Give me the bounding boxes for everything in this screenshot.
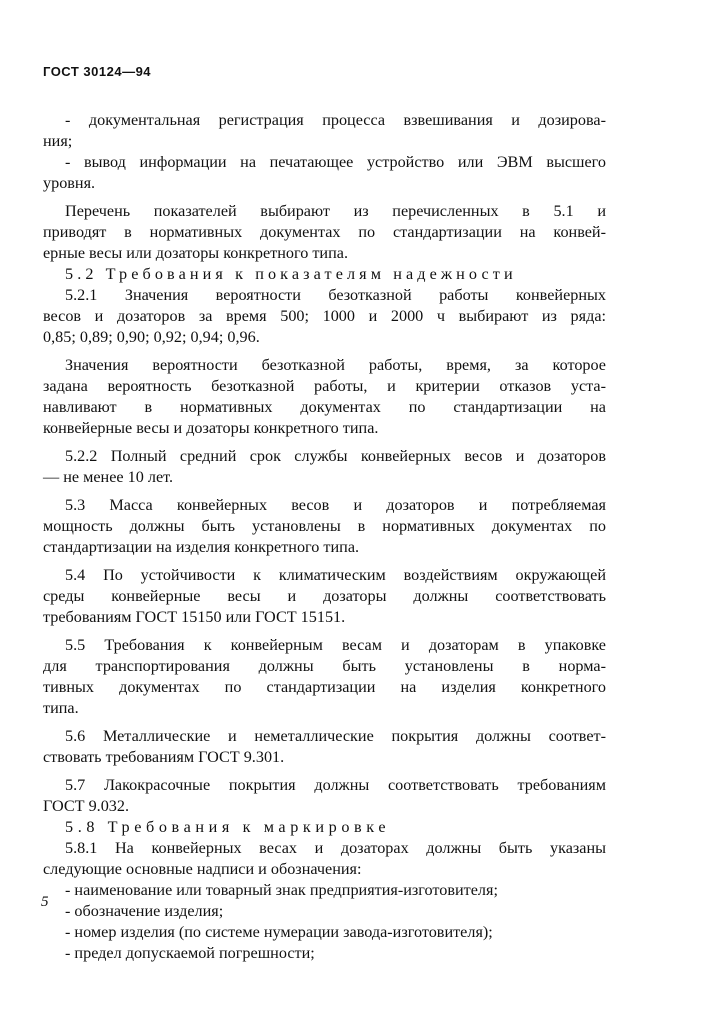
list-item-registration: - документальная регистрация процесса взвешивания и дозирова- [65, 111, 606, 129]
list-item-output: - вывод информации на печатающее устройство или ЭВМ высшего [65, 153, 606, 171]
clause-5-2-2-line1: 5.2.2 Полный средний срок службы конвейерных весов и дозаторов [65, 447, 606, 465]
page-body [43, 110, 606, 964]
clause-5-5-line2: для транспортирования должны быть установлены в норма- [43, 657, 606, 675]
paragraph-indicators-line1: Перечень показателей выбирают из перечисленных в 5.1 и [65, 202, 606, 220]
clause-5-3-line2: мощность должны быть установлены в нормативных документах по [43, 517, 606, 535]
clause-5-2-1-line2: весов и дозаторов за время 500; 1000 и 2000 ч выбирают из ряда: [43, 307, 606, 325]
list-item-designation: - обозначение изделия; [65, 902, 224, 920]
clause-5-4-line2: среды конвейерные весы и дозаторы должны соответствовать [43, 587, 606, 605]
clause-5-5-line3: тивных документах по стандартизации на изделия конкретного [43, 678, 606, 696]
clause-5-6-line1: 5.6 Металлические и неметаллические покрытия должны соответ- [65, 727, 606, 745]
paragraph-reliability-line1: Значения вероятности безотказной работы, время, за которое [65, 356, 606, 374]
clause-5-7-line2: ГОСТ 9.032. [43, 797, 130, 815]
clause-5-3-line3: стандартизации на изделия конкретного типа. [43, 538, 360, 556]
list-item-serial-number: - номер изделия (по системе нумерации завода-изготовителя); [65, 923, 493, 941]
document-header: ГОСТ 30124—94 [43, 64, 152, 79]
clause-5-2-1-line1: 5.2.1 Значения вероятности безотказной работы конвейерных [65, 286, 606, 304]
clause-5-2-1-line3: 0,85; 0,89; 0,90; 0,92; 0,94; 0,96. [43, 328, 260, 346]
section-heading-marking: 5.8 Требования к маркировке [65, 818, 391, 836]
clause-5-4-line1: 5.4 По устойчивости к климатическим воздействиям окружающей [65, 566, 606, 584]
list-item-error-limit: - предел допускаемой погрешности; [65, 944, 315, 962]
clause-5-8-1-line2: следующие основные надписи и обозначения: [43, 860, 362, 878]
section-heading-reliability: 5.2 Требования к показателям надежности [65, 265, 517, 283]
clause-5-2-2-line2: — не менее 10 лет. [43, 468, 174, 486]
paragraph-reliability-line4: конвейерные весы и дозаторы конкретного типа. [43, 419, 379, 437]
clause-5-6-line2: ствовать требованиям ГОСТ 9.301. [43, 748, 285, 766]
paragraph-reliability-line3: навливают в нормативных документах по стандартизации на [43, 398, 606, 416]
paragraph-reliability-line2: задана вероятность безотказной работы, и критерии отказов уста- [43, 377, 606, 395]
list-item-output-cont: уровня. [43, 174, 96, 192]
clause-5-7-line1: 5.7 Лакокрасочные покрытия должны соответствовать требованиям [65, 776, 606, 794]
list-item-manufacturer: - наименование или товарный знак предприятия-изготовителя; [65, 881, 498, 899]
paragraph-indicators-line2: приводят в нормативных документах по стандартизации на конвей- [43, 223, 606, 241]
clause-5-5-line4: типа. [43, 699, 79, 717]
clause-5-4-line3: требованиям ГОСТ 15150 или ГОСТ 15151. [43, 608, 346, 626]
clause-5-8-1-line1: 5.8.1 На конвейерных весах и дозаторах должны быть указаны [65, 839, 606, 857]
clause-5-3-line1: 5.3 Масса конвейерных весов и дозаторов и потребляемая [65, 496, 606, 514]
list-item-registration-cont: ния; [43, 132, 73, 150]
page-number: 5 [41, 894, 49, 910]
clause-5-5-line1: 5.5 Требования к конвейерным весам и дозаторам в упаковке [65, 636, 606, 654]
paragraph-indicators-line3: ерные весы или дозаторы конкретного типа. [43, 244, 348, 262]
